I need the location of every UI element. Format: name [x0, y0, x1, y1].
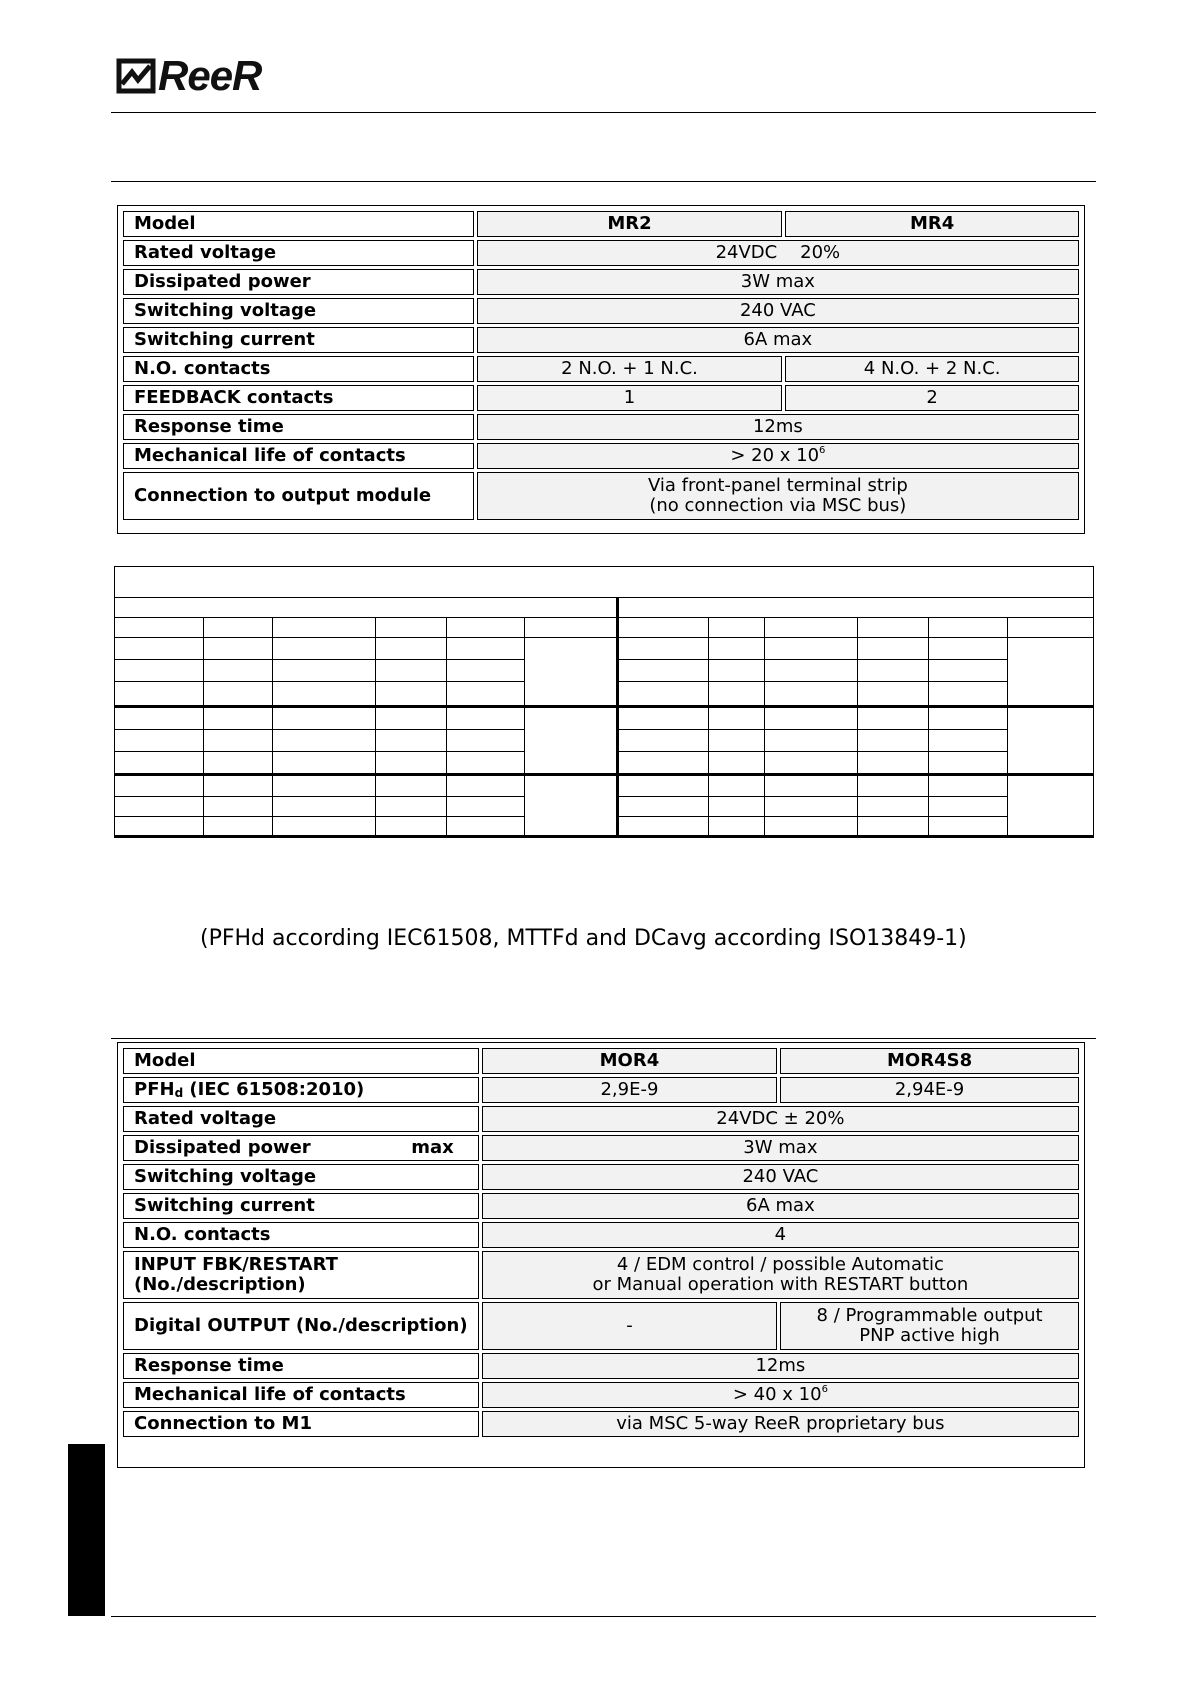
note-text: (PFHd according IEC61508, MTTFd and DCavg according ISO13849-1): [200, 926, 967, 951]
row-value: 6A max: [482, 1193, 1079, 1219]
section-rule-2: [111, 1038, 1096, 1039]
mr2-value: 2 N.O. + 1 N.C.: [477, 356, 783, 382]
table-row: [123, 1106, 1079, 1132]
mor4s8-value: 2,94E-9: [780, 1077, 1079, 1103]
model-mor4s8: MOR4S8: [780, 1048, 1079, 1074]
table-row: [123, 269, 1079, 295]
row-label: Switching current: [123, 1193, 479, 1219]
grid-line: [1093, 566, 1094, 838]
row-value: [477, 443, 1079, 469]
grid-line: [114, 773, 1094, 776]
grid-line: [114, 705, 1094, 708]
grid-line: [114, 597, 1094, 598]
grid-line: [114, 566, 1094, 567]
mr4-value: 4 N.O. + 2 N.C.: [785, 356, 1079, 382]
grid-line: [619, 729, 1008, 730]
header-rule: [111, 112, 1096, 113]
row-label: N.O. contacts: [123, 356, 474, 382]
table-row: [123, 1302, 1079, 1350]
grid-line: [619, 681, 1008, 682]
table-row: [123, 1193, 1079, 1219]
row-label: Connection to M1: [123, 1411, 479, 1437]
row-value: 240 VAC: [482, 1164, 1079, 1190]
label-text: Dissipated power: [134, 1137, 311, 1158]
grid-line: [524, 617, 525, 836]
value-exponent: 6: [819, 445, 826, 456]
row-value: 3W max: [477, 269, 1079, 295]
model-mor4: MOR4: [482, 1048, 777, 1074]
grid-line: [114, 729, 525, 730]
grid-line: [375, 617, 376, 836]
row-label: Response time: [123, 1353, 479, 1379]
table-row: [123, 1222, 1079, 1248]
grid-line: [928, 617, 929, 836]
table-row: [123, 1411, 1079, 1437]
row-label: Connection to output module: [123, 472, 474, 520]
row-label: Rated voltage: [123, 1106, 479, 1132]
row-value: 3W max: [482, 1135, 1079, 1161]
value-exponent: 6: [821, 1384, 828, 1395]
grid-line: [114, 659, 525, 660]
row-label: [123, 1077, 479, 1103]
table-row: [123, 1135, 1079, 1161]
row-value: 4: [482, 1222, 1079, 1248]
row-label: Switching voltage: [123, 298, 474, 324]
table-row: [123, 1077, 1079, 1103]
table-row: [123, 1048, 1079, 1074]
relay-spec-table: [117, 205, 1085, 534]
grid-line: [114, 566, 115, 838]
row-label: N.O. contacts: [123, 1222, 479, 1248]
row-value: 12ms: [482, 1353, 1079, 1379]
row-value: 24VDC ± 20%: [482, 1106, 1079, 1132]
page-side-tab: [68, 1444, 105, 1616]
row-label: FEEDBACK contacts: [123, 385, 474, 411]
table-row: [123, 472, 1079, 520]
value-line-1: Via front-panel terminal strip: [647, 475, 908, 496]
mr4-value: 2: [785, 385, 1079, 411]
grid-line: [616, 597, 619, 838]
row-value: 24VDC 20%: [477, 240, 1079, 266]
table-row: [123, 414, 1079, 440]
label-subscript: d: [174, 1086, 184, 1100]
mor-spec-table: [117, 1042, 1085, 1468]
row-value: [482, 1382, 1079, 1408]
label-line-2: (No./description): [134, 1274, 306, 1295]
value-line-1: 4 / EDM control / possible Automatic: [616, 1254, 944, 1275]
reer-logo: [116, 52, 266, 100]
grid-line: [114, 681, 525, 682]
model-mr2: MR2: [477, 211, 783, 237]
model-mr4: MR4: [785, 211, 1079, 237]
row-label: Dissipated power: [123, 269, 474, 295]
row-label: Digital OUTPUT (No./description): [123, 1302, 479, 1350]
grid-line: [708, 617, 709, 836]
value-line-2: (no connection via MSC bus): [649, 495, 907, 516]
table-row: [123, 298, 1079, 324]
grid-line: [114, 816, 525, 817]
table-row: [123, 1251, 1079, 1299]
value-text: > 20 x 10: [730, 445, 820, 466]
row-value: 240 VAC: [477, 298, 1079, 324]
row-label: Mechanical life of contacts: [123, 443, 474, 469]
grid-line: [619, 659, 1008, 660]
mor4-value: 2,9E-9: [482, 1077, 777, 1103]
label-text: PFH: [134, 1079, 175, 1100]
grid-line: [857, 617, 858, 836]
grid-line: [203, 617, 204, 836]
table-row: [123, 327, 1079, 353]
value-line-2: or Manual operation with RESTART button: [592, 1274, 969, 1295]
label-extra: max: [411, 1137, 454, 1158]
row-label: Rated voltage: [123, 240, 474, 266]
label-line-1: INPUT FBK/RESTART: [134, 1254, 338, 1275]
mor4-value: -: [482, 1302, 777, 1350]
table-row: [123, 356, 1079, 382]
table-row: [123, 385, 1079, 411]
row-label: [123, 1251, 479, 1299]
row-label: [123, 1135, 479, 1161]
row-label: Mechanical life of contacts: [123, 1382, 479, 1408]
row-label: Switching current: [123, 327, 474, 353]
table-row: [123, 1382, 1079, 1408]
grid-line: [114, 796, 525, 797]
mr2-value: 1: [477, 385, 783, 411]
grid-line: [272, 617, 273, 836]
grid-line: [446, 617, 447, 836]
label-rest: (IEC 61508:2010): [183, 1079, 365, 1100]
grid-line: [1007, 617, 1008, 836]
grid-line: [114, 617, 1094, 618]
value-text: > 40 x 10: [732, 1384, 822, 1405]
row-label: Model: [123, 1048, 479, 1074]
grid-line: [114, 751, 525, 752]
table-row: [123, 1353, 1079, 1379]
table-row: [123, 1164, 1079, 1190]
row-value: 12ms: [477, 414, 1079, 440]
value-line-1: 8 / Programmable output: [816, 1305, 1043, 1326]
grid-line: [619, 816, 1008, 817]
grid-line: [619, 751, 1008, 752]
grid-line: [114, 835, 1094, 838]
footer-rule: [111, 1616, 1096, 1617]
table-row: [123, 240, 1079, 266]
empty-grid-table: [114, 566, 1094, 838]
row-value: 6A max: [477, 327, 1079, 353]
row-value: [477, 472, 1079, 520]
row-label: Switching voltage: [123, 1164, 479, 1190]
section-rule-1: [111, 181, 1096, 182]
grid-line: [764, 617, 765, 836]
row-value: via MSC 5-way ReeR proprietary bus: [482, 1411, 1079, 1437]
grid-line: [114, 637, 1094, 638]
logo-text: ReeR: [158, 52, 262, 99]
row-value: [482, 1251, 1079, 1299]
value-line-2: PNP active high: [859, 1325, 1000, 1346]
row-label: Response time: [123, 414, 474, 440]
table-row: [123, 211, 1079, 237]
row-label: Model: [123, 211, 474, 237]
logo-mark-icon: [116, 58, 156, 98]
grid-line: [619, 796, 1008, 797]
table-row: [123, 443, 1079, 469]
mor4s8-value: [780, 1302, 1079, 1350]
